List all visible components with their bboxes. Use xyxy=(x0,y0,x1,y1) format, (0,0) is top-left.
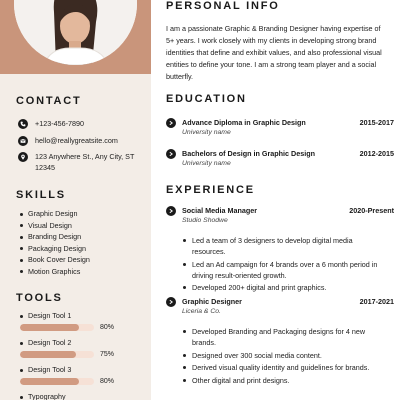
list-item: Visual Design xyxy=(20,220,90,232)
list-item: Led a team of 3 designers to develop digital media resources. xyxy=(182,235,382,257)
profile-summary: I am a passionate Graphic & Branding Designer having expertise of 5+ years. I work closely with my clients in developing strong brand identities that define and exhibit values, and also professional visual entities to define your tone. I am a strong team player and a social butterfly. xyxy=(166,24,382,81)
contact-address-text: 123 Anywhere St., Any City, ST 12345 xyxy=(35,152,135,172)
contact-phone-text: +123-456-7890 xyxy=(35,119,84,128)
tool-progress-bar xyxy=(20,324,94,331)
tool-percent: 75% xyxy=(100,351,115,358)
tool-name: Design Tool 1 xyxy=(20,311,145,321)
tool-name: Design Tool 3 xyxy=(20,365,145,375)
contact-email-text: hello@reallygreatsite.com xyxy=(35,136,118,145)
contact-address xyxy=(18,151,146,173)
education-degree: Bachelors of Design in Graphic Design xyxy=(182,149,315,158)
arrow-right-icon xyxy=(166,206,176,216)
contact-heading: CONTACT xyxy=(16,95,82,107)
tool-progress-fill xyxy=(20,378,79,385)
job-company: Studio Shodwe xyxy=(182,217,228,224)
contact-phone xyxy=(18,118,84,129)
contact-email xyxy=(18,135,118,146)
location-icon xyxy=(18,152,28,162)
skills-list xyxy=(20,208,90,278)
job-title: Graphic Designer xyxy=(182,297,242,306)
education-school: University name xyxy=(182,160,231,167)
experience-heading: EXPERIENCE xyxy=(166,184,255,196)
photo-banner xyxy=(0,0,151,74)
list-item: Led an Ad campaign for 4 brands over a 6 month period in driving result-oriented growth. xyxy=(182,259,382,281)
list-item: Branding Design xyxy=(20,231,90,243)
tool-item xyxy=(20,338,145,358)
tool-item xyxy=(20,392,145,400)
tool-progress-bar xyxy=(20,351,94,358)
education-years: 2012-2015 xyxy=(359,149,394,158)
tools-heading: TOOLS xyxy=(16,292,63,304)
list-item: Designed over 300 social media content. xyxy=(182,350,382,361)
education-degree: Advance Diploma in Graphic Design xyxy=(182,118,306,127)
personal-info-heading: PERSONAL INFO xyxy=(166,0,280,12)
list-item: Derived visual quality identity and guidelines for brands. xyxy=(182,362,382,373)
list-item: Other digital and print designs. xyxy=(182,375,382,386)
education-heading: EDUCATION xyxy=(166,93,247,105)
job-bullets xyxy=(182,326,382,387)
arrow-right-icon xyxy=(166,118,176,128)
arrow-right-icon xyxy=(166,297,176,307)
education-school: University name xyxy=(182,129,231,136)
education-years: 2015-2017 xyxy=(359,118,394,127)
tool-progress-fill xyxy=(20,324,79,331)
phone-icon xyxy=(18,119,28,129)
job-dates: 2017-2021 xyxy=(359,297,394,306)
tool-percent: 80% xyxy=(100,378,115,385)
job-bullets xyxy=(182,235,382,295)
tool-progress-fill xyxy=(20,351,76,358)
list-item: Packaging Design xyxy=(20,243,90,255)
list-item: Graphic Design xyxy=(20,208,90,220)
job-company: Liceria & Co. xyxy=(182,308,221,315)
sidebar xyxy=(0,0,151,400)
skills-heading: SKILLS xyxy=(16,189,66,201)
list-item: Motion Graphics xyxy=(20,266,90,278)
tool-progress-bar xyxy=(20,378,94,385)
list-item: Book Cover Design xyxy=(20,254,90,266)
profile-photo xyxy=(14,0,137,65)
list-item: Developed Branding and Packaging designs for 4 new brands. xyxy=(182,326,382,348)
job-dates: 2020-Present xyxy=(349,206,394,215)
tool-name: Typography xyxy=(20,392,145,400)
tool-item xyxy=(20,311,145,331)
email-icon xyxy=(18,136,28,146)
tool-item xyxy=(20,365,145,385)
arrow-right-icon xyxy=(166,149,176,159)
tool-percent: 80% xyxy=(100,324,115,331)
job-title: Social Media Manager xyxy=(182,206,258,215)
tool-name: Design Tool 2 xyxy=(20,338,145,348)
list-item: Developed 200+ digital and print graphics. xyxy=(182,282,382,293)
